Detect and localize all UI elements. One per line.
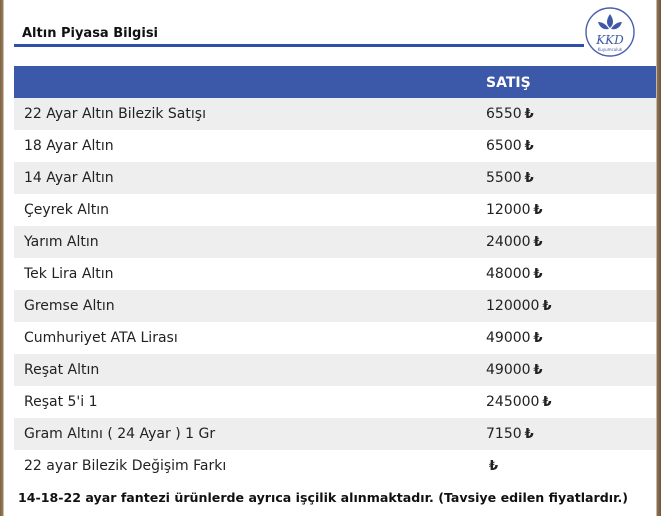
item-price bbox=[486, 106, 534, 122]
item-name: 22 Ayar Altın Bilezik Satışı bbox=[24, 106, 206, 122]
item-price bbox=[486, 138, 534, 154]
gold-price-panel bbox=[4, 0, 656, 516]
logo-subtitle: Kuyumculuk bbox=[597, 47, 623, 52]
item-price bbox=[486, 394, 552, 410]
item-price bbox=[486, 234, 543, 250]
kkd-logo bbox=[584, 6, 636, 58]
item-price bbox=[486, 170, 534, 186]
price-value: 7150 bbox=[486, 426, 522, 442]
item-name: 14 Ayar Altın bbox=[24, 170, 114, 186]
lira-symbol: ₺ bbox=[533, 363, 543, 378]
item-price bbox=[486, 266, 543, 282]
item-price bbox=[486, 202, 543, 218]
item-price bbox=[486, 362, 543, 378]
price-value: 48000 bbox=[486, 266, 531, 282]
price-value: 6500 bbox=[486, 138, 522, 154]
panel-header bbox=[4, 0, 656, 60]
lira-symbol: ₺ bbox=[489, 459, 499, 474]
price-value: 49000 bbox=[486, 330, 531, 346]
table-row bbox=[14, 226, 656, 258]
table-row bbox=[14, 290, 656, 322]
item-name: Reşat Altın bbox=[24, 362, 100, 378]
lira-symbol: ₺ bbox=[542, 299, 552, 314]
footer-note: 14-18-22 ayar fantezi ürünlerde ayrıca işçilik alınmaktadır. (Tavsiye edilen fiyatlardır.) bbox=[18, 490, 629, 505]
table-row bbox=[14, 418, 656, 450]
lira-symbol: ₺ bbox=[524, 139, 534, 154]
lira-symbol: ₺ bbox=[533, 331, 543, 346]
table-row bbox=[14, 450, 656, 482]
table-row bbox=[14, 98, 656, 130]
logo-text: KKD bbox=[596, 33, 624, 47]
item-name: Çeyrek Altın bbox=[24, 202, 110, 218]
lira-symbol: ₺ bbox=[533, 235, 543, 250]
table-row bbox=[14, 258, 656, 290]
price-value: 5500 bbox=[486, 170, 522, 186]
lira-symbol: ₺ bbox=[524, 171, 534, 186]
table-row bbox=[14, 194, 656, 226]
table-header-row bbox=[14, 66, 656, 98]
header-divider bbox=[14, 44, 584, 47]
item-price bbox=[486, 458, 498, 474]
lira-symbol: ₺ bbox=[542, 395, 552, 410]
table-row bbox=[14, 322, 656, 354]
lira-symbol: ₺ bbox=[533, 267, 543, 282]
lira-symbol: ₺ bbox=[524, 107, 534, 122]
item-name: Cumhuriyet ATA Lirası bbox=[24, 330, 178, 346]
table-row bbox=[14, 130, 656, 162]
item-price bbox=[486, 426, 534, 442]
item-name: Tek Lira Altın bbox=[24, 266, 114, 282]
price-value: 120000 bbox=[486, 298, 540, 314]
item-name: 18 Ayar Altın bbox=[24, 138, 114, 154]
price-value: 245000 bbox=[486, 394, 540, 410]
table-row bbox=[14, 162, 656, 194]
lira-symbol: ₺ bbox=[524, 427, 534, 442]
item-name: Reşat 5'i 1 bbox=[24, 394, 98, 410]
lira-symbol: ₺ bbox=[533, 203, 543, 218]
price-value: 24000 bbox=[486, 234, 531, 250]
item-price bbox=[486, 298, 552, 314]
price-value: 6550 bbox=[486, 106, 522, 122]
item-name: 22 ayar Bilezik Değişim Farkı bbox=[24, 458, 227, 474]
item-price bbox=[486, 330, 543, 346]
table-row bbox=[14, 354, 656, 386]
price-value: 49000 bbox=[486, 362, 531, 378]
item-name: Yarım Altın bbox=[24, 234, 99, 250]
column-header-satis: SATIŞ bbox=[486, 75, 531, 91]
price-value: 12000 bbox=[486, 202, 531, 218]
table-row bbox=[14, 386, 656, 418]
item-name: Gram Altını ( 24 Ayar ) 1 Gr bbox=[24, 426, 216, 442]
page-title: Altın Piyasa Bilgisi bbox=[22, 26, 159, 41]
item-name: Gremse Altın bbox=[24, 298, 115, 314]
